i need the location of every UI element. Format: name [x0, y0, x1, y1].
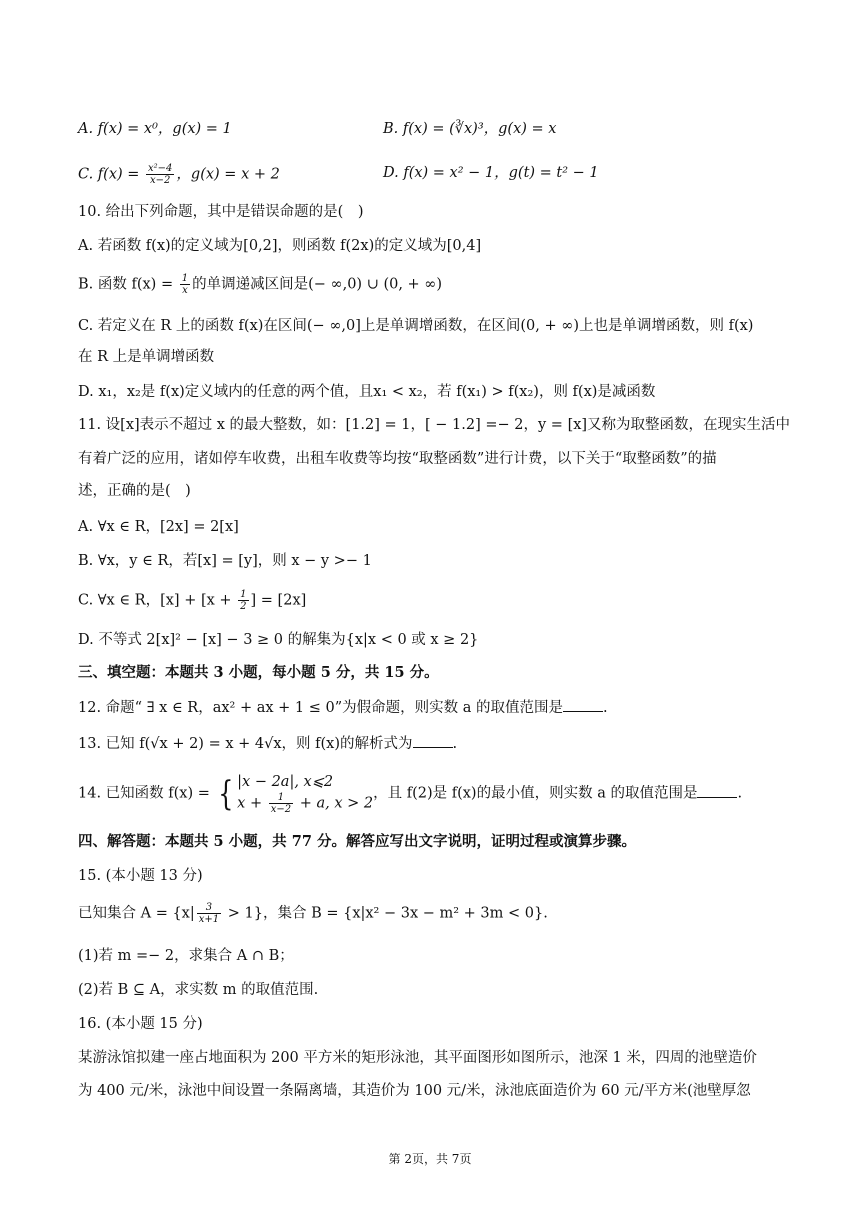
q15-part2: (2)若 B ⊆ A，求实数 m 的取值范围. [78, 982, 319, 998]
q9-option-d: D. f(x) = x² − 1，g(t) = t² − 1 [383, 165, 599, 181]
q10-option-b: B. 函数 f(x) = $\frac{1}{x}$ 的单调递减区间是(− ∞,0) ∪ (0, + ∞) [78, 273, 443, 296]
fraction: $\frac{1}{2}$ [240, 589, 247, 612]
q11-stem-line3: 述，正确的是( ) [78, 483, 191, 499]
q10-option-a: A. 若函数 f(x)的定义域为[0,2]，则函数 f(2x)的定义域为[0,4] [78, 238, 482, 254]
q15-heading: 15. (本小题 13 分) [78, 868, 203, 884]
q9-option-c: C. f(x) = $\frac{\text{x²−4}}{x-2}$ ，g(x) = x + 2 [78, 163, 280, 186]
q14: 14. 已知函数 f(x) = { |x − 2a|, x⩽2 x + $\frac{1}{x-2}$ + a, x > 2 ，且 f(2)是 f(x)的最小值，则实数 a 的取值范围是 . [78, 773, 743, 815]
page-footer: 第 2页，共 7页 [388, 1152, 472, 1166]
q15-part1: (1)若 m =− 2，求集合 A ∩ B； [78, 948, 294, 964]
fraction: $\frac{\text{x²−4}}{x-2}$ [148, 163, 173, 186]
q9-option-a: A. f(x) = x⁰，g(x) = 1 [78, 121, 232, 137]
q11-stem-line1: 11. 设[x]表示不超过 x 的最大整数，如：[1.2] = 1，[ − 1.2] =− 2，y = [x]又称为取整函数，在现实生活中 [78, 417, 791, 433]
fraction: $\frac{3}{x+1}$ [198, 902, 220, 925]
section-4-heading: 四、解答题：本题共 5 小题，共 77 分。解答应写出文字说明，证明过程或演算步骤。 [78, 833, 636, 850]
q11-option-b: B. ∀x，y ∈ R，若[x] = [y]，则 x − y >− 1 [78, 553, 372, 569]
answer-blank [697, 783, 737, 798]
answer-blank [563, 697, 603, 712]
q10-option-d: D. x₁，x₂是 f(x)定义域内的任意的两个值，且x₁ < x₂，若 f(x₁) > f(x₂)，则 f(x)是减函数 [78, 384, 656, 400]
q10-option-c-line2: 在 R 上是单调增函数 [78, 349, 215, 365]
q12: 12. 命题“ ∃ x ∈ R，ax² + ax + 1 ≤ 0”为假命题，则实数 a 的取值范围是 . [78, 697, 608, 718]
piecewise-cases: |x − 2a|, x⩽2 x + $\frac{1}{x-2}$ + a, x > 2 [237, 774, 374, 815]
answer-blank [413, 733, 453, 748]
q11-stem-line2: 有着广泛的应用，诸如停车收费，出租车收费等均按“取整函数”进行计费，以下关于“取整函数”的描 [78, 451, 717, 467]
q16-heading: 16. (本小题 15 分) [78, 1016, 203, 1032]
q11-option-c: C. ∀x ∈ R，[x] + [x + $\frac{1}{2}$ ] = [2x] [78, 589, 307, 612]
q11-option-d: D. 不等式 2[x]² − [x] − 3 ≥ 0 的解集为{x|x < 0 或 x ≥ 2} [78, 632, 479, 648]
q16-stem-line2: 为 400 元/米，泳池中间设置一条隔离墙，其造价为 100 元/米，泳池底面造价为 60 元/平方米(池壁厚忽 [78, 1083, 751, 1099]
piecewise-brace: { [217, 773, 233, 814]
fraction: $\frac{1}{x-2}$ [270, 792, 292, 815]
q11-option-a: A. ∀x ∈ R，[2x] = 2[x] [78, 519, 239, 535]
q10-stem: 10. 给出下列命题，其中是错误命题的是( ) [78, 204, 364, 220]
q10-option-c-line1: C. 若定义在 R 上的函数 f(x)在区间(− ∞,0]上是单调增函数，在区间(0, + ∞)上也是单调增函数，则 f(x) [78, 318, 754, 334]
q16-stem-line1: 某游泳馆拟建一座占地面积为 200 平方米的矩形泳池，其平面图形如图所示，池深 1 米，四周的池壁造价 [78, 1050, 757, 1066]
q15-stem: 已知集合 A = {x| $\frac{3}{x+1}$ > 1}，集合 B = {x|x² − 3x − m² + 3m < 0}. [78, 902, 548, 925]
q9-option-b: B. f(x) = (∛x)³，g(x) = x [383, 121, 557, 137]
q13: 13. 已知 f(√x + 2) = x + 4√x，则 f(x)的解析式为 . [78, 733, 457, 754]
section-3-heading: 三、填空题：本题共 3 小题，每小题 5 分，共 15 分。 [78, 664, 439, 681]
fraction: $\frac{1}{x}$ [181, 273, 189, 296]
